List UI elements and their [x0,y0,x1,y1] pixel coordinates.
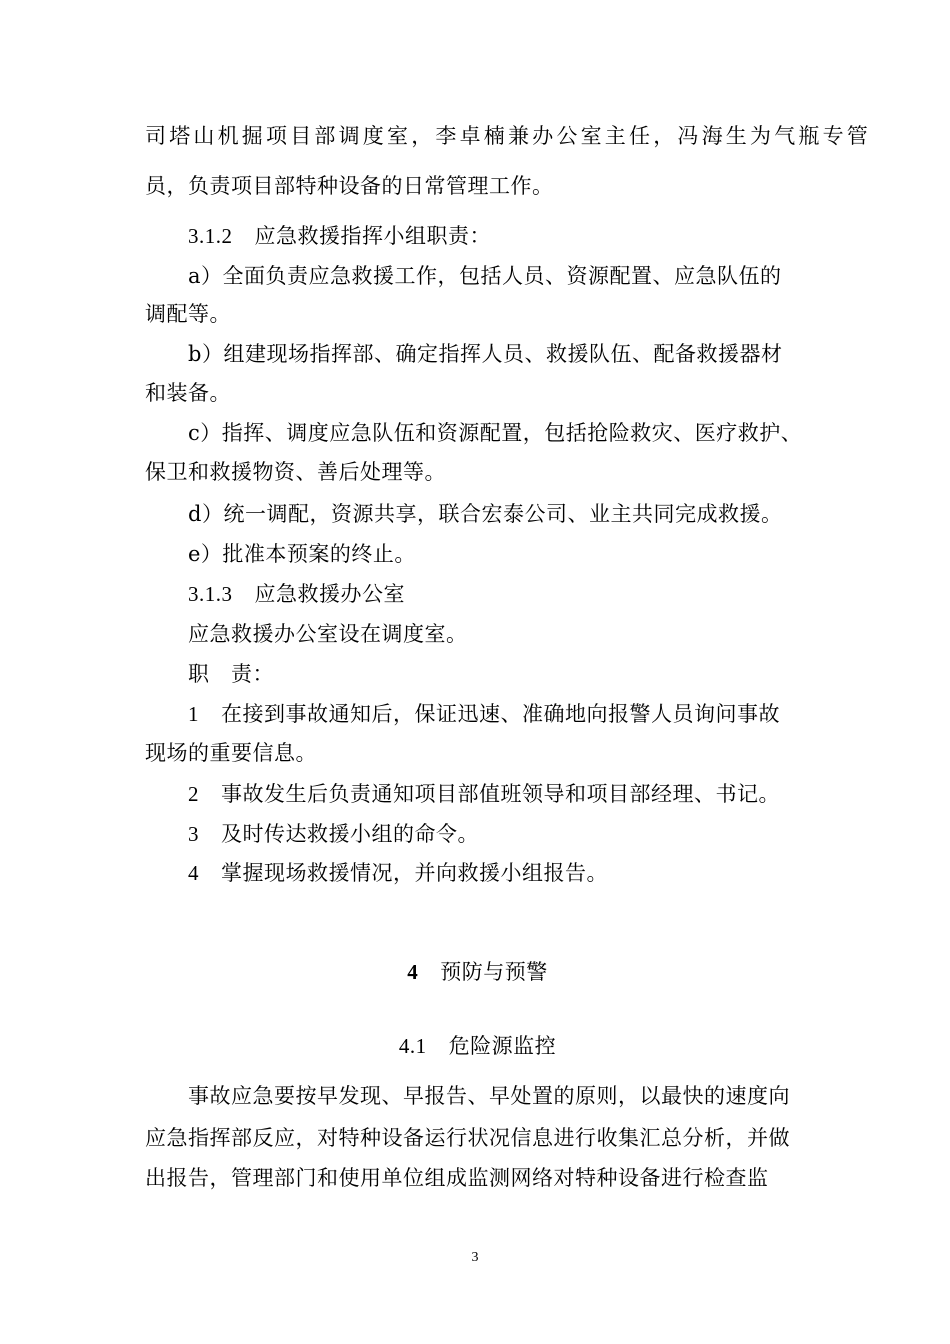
list-item-c-line: 保卫和救援物资、善后处理等。 [145,460,446,484]
section-heading-3-1-3 [188,580,853,608]
body-text-line: 事故应急要按早发现、早报告、早处置的原则，以最快的速度向 [188,1084,790,1108]
section-title: 应急救援办公室 [254,582,405,606]
body-text-line: 员，负责项目部特种设备的日常管理工作。 [145,174,554,198]
list-item-b-line: b）组建现场指挥部、确定指挥人员、救援队伍、配备救援器材 [188,342,783,366]
numbered-item-4 [188,859,853,887]
list-item-b-line: 和装备。 [145,381,231,405]
body-text-line: 出报告，管理部门和使用单位组成监测网络对特种设备进行检查监 [145,1166,769,1190]
list-item-c-line: c）指挥、调度应急队伍和资源配置，包括抢险救灾、医疗救护、 [188,421,803,445]
list-item-a-line: 调配等。 [145,302,231,326]
section-heading-4-1 [145,1032,810,1060]
body-text-line: 应急指挥部反应，对特种设备运行状况信息进行收集汇总分析，并做 [145,1126,790,1150]
chapter-title: 预防与预警 [440,960,548,984]
numbered-item-1-continuation: 现场的重要信息。 [145,741,317,765]
item-number: 3 [188,822,199,846]
section-number: 3.1.2 [188,224,233,248]
list-item-a-line: a）全面负责应急救援工作，包括人员、资源配置、应急队伍的 [188,264,782,288]
chapter-heading-4 [145,958,810,986]
chapter-number: 4 [407,960,419,984]
numbered-item-2 [188,780,853,808]
list-item-d-line: d）统一调配，资源共享，联合宏泰公司、业主共同完成救援。 [188,502,783,526]
item-number: 4 [188,861,199,885]
item-text: 及时传达救援小组的命令。 [221,822,479,846]
section-title: 应急救援指挥小组职责： [254,224,491,248]
section-title: 危险源监控 [448,1034,557,1058]
page-number: 3 [471,1250,479,1265]
section-heading-3-1-2 [188,222,853,250]
duty-label: 职 责： [188,662,274,686]
item-number: 2 [188,782,199,806]
body-text-line: 应急救援办公室设在调度室。 [188,622,468,646]
numbered-item-3 [188,820,853,848]
section-number: 4.1 [398,1034,427,1058]
item-text: 在接到事故通知后，保证迅速、准确地向报警人员询问事故 [221,702,780,726]
item-number: 1 [188,702,199,726]
body-text-line: 司塔山机掘项目部调度室，李卓楠兼办公室主任，冯海生为气瓶专管 [145,124,871,148]
item-text: 掌握现场救援情况，并向救援小组报告。 [221,861,608,885]
numbered-item-1 [188,700,853,728]
list-item-e-line: e）批准本预案的终止。 [188,542,416,566]
item-text: 事故发生后负责通知项目部值班领导和项目部经理、书记。 [221,782,780,806]
section-number: 3.1.3 [188,582,233,606]
